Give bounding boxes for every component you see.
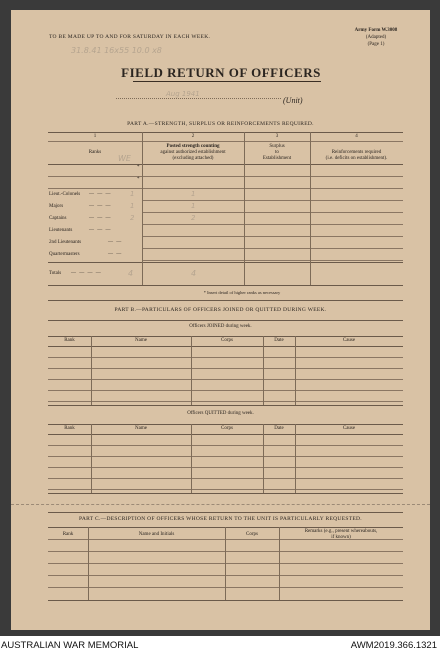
quitted-col-header: Corps [221,426,233,431]
form-number: Army Form W.3008 [354,28,398,33]
asterisk: * [137,177,140,182]
unit-pencil: Aug 1941 [166,90,200,98]
leader-dashes: — — [108,252,123,257]
joined-row[interactable] [48,368,403,369]
pencil-mark: WE [118,154,131,163]
form-page: (Page 1) [367,42,385,47]
footer-credit: AUSTRALIAN WAR MEMORIAL [1,640,139,651]
part-a-heading: PART A.—STRENGTH, SURPLUS OR REINFORCEMENTS REQUIRED. [127,121,314,127]
quitted-row[interactable] [48,445,403,446]
leader-dashes: — — — [89,204,112,209]
quitted-col-header: Date [274,426,284,431]
pencil-entry: 1 [130,202,135,210]
pencil-entry: 1 [130,190,135,198]
leader-dashes: — — [108,240,123,245]
joined-heading: Officers JOINED during week. [189,324,252,329]
part-c-name-header: Name and Initials [138,532,175,537]
joined-row[interactable] [48,401,403,402]
reinforcements-header-line: (i.e. deficits on establishment). [325,156,388,161]
pencil-entry: 1 [191,190,196,198]
quitted-row[interactable] [48,489,403,490]
surplus-header: Surplus [269,144,285,149]
part-c-rank-header: Rank [62,532,74,537]
form-adapted: (Adapted) [365,35,387,40]
joined-row[interactable] [48,390,403,391]
totals-label: Totals [49,271,62,276]
part-c-remarks-header: Remarks (e.g., present whereabouts, [304,529,378,534]
instruction-text: TO BE MADE UP TO AND FOR SATURDAY IN EACH WEEK. [49,34,211,40]
leader-dashes: — — — [89,216,112,221]
col-number: 1 [93,134,97,139]
footer-accession: AWM2019.366.1321 [350,640,437,651]
rank-label: Majors [49,204,64,209]
leader-dashes: — — — [89,192,112,197]
joined-row[interactable] [48,357,403,358]
footer-bar [0,636,440,653]
posted-header-line: against authorized establishment [160,150,226,155]
joined-col-header: Corps [221,338,233,343]
quitted-row[interactable] [48,478,403,479]
part-c-corps-header: Corps [246,532,258,537]
leader-dashes: — — — [89,228,112,233]
posted-header-line: (excluding attached) [172,156,214,161]
quitted-col-header: Cause [342,426,356,431]
reinforcements-header: Reinforcements required [331,150,382,155]
totals-pencil-1: 4 [128,269,134,278]
part-c-remarks-header-line: if known) [331,535,351,540]
rank-label: Lieutenants [49,228,73,233]
totals-pencil-2: 4 [191,269,197,278]
posted-header: Posted strength counting [166,144,220,149]
joined-col-header: Name [135,338,147,343]
form-title: FIELD RETURN OF OFFICERS [121,65,321,80]
quitted-row[interactable] [48,456,403,457]
fold-line [11,504,430,505]
totals-dashes: — — — — [71,271,102,276]
part-b-heading: PART B.—PARTICULARS OF OFFICERS JOINED OR QUITTED DURING WEEK. [114,307,327,313]
rank-label: Quartermasters [49,252,80,257]
col-number: 4 [355,134,358,139]
rank-label: 2nd Lieutenants [49,240,82,245]
unit-label: (Unit) [283,96,303,105]
joined-col-header: Date [274,338,284,343]
quitted-col-header: Name [135,426,147,431]
ranks-header: Ranks [88,150,102,155]
rank-label: Captains [49,216,67,221]
joined-col-header: Cause [342,338,356,343]
asterisk: * [137,165,140,170]
part-c-heading: PART C.—DESCRIPTION OF OFFICERS WHOSE RETURN TO THE UNIT IS PARTICULARLY REQUESTED. [79,516,362,522]
joined-row[interactable] [48,379,403,380]
pencil-entry: 2 [191,214,196,222]
pencil-notation: 31.8.41 16x55 10.0 x8 [71,46,162,55]
surplus-header-line: Establishment [262,156,292,161]
form-sheet [11,10,430,630]
quitted-heading: Officers QUITTED during week. [187,411,254,416]
rank-label: Lieut.-Colonels [49,192,81,197]
footnote: * Insert detail of higher ranks as necessary [203,290,281,295]
pencil-entry: 1 [191,202,196,210]
quitted-col-header: Rank [64,426,75,431]
surplus-header-line: to [275,150,279,155]
quitted-row[interactable] [48,467,403,468]
col-number: 2 [191,134,195,139]
joined-col-header: Rank [64,338,75,343]
pencil-entry: 2 [130,214,135,222]
unit-line[interactable] [116,98,281,99]
col-number: 3 [275,134,279,139]
